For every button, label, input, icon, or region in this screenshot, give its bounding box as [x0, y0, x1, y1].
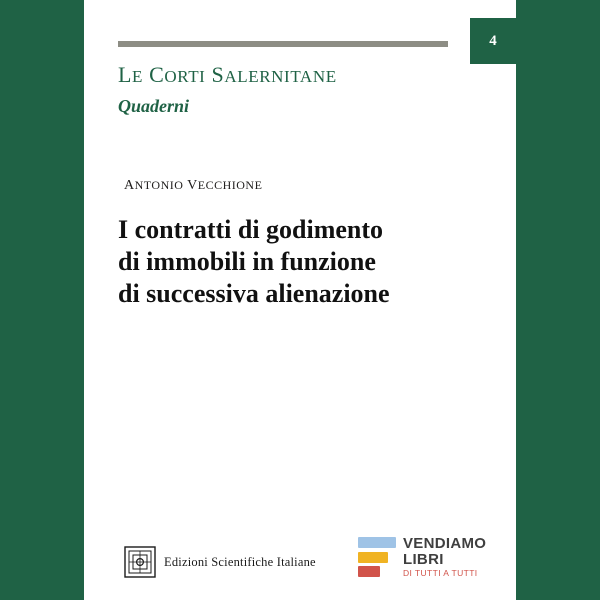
author-part-2: NTONIO	[134, 178, 184, 192]
series-title-part-4: ORTI	[164, 67, 206, 86]
author-part-3: V	[183, 178, 198, 193]
book-title-line-1: I contratti di godimento	[118, 215, 384, 244]
series-title-part-2: E	[132, 67, 144, 86]
left-green-band	[0, 0, 84, 600]
badge-line-3: DI TUTTI A TUTTI	[403, 568, 478, 579]
author-part-4: ECCHIONE	[197, 178, 263, 192]
book-title	[118, 214, 458, 310]
vendiamolibri-badge	[358, 532, 508, 582]
book-title-line-2: di immobili in funzione	[118, 247, 376, 276]
series-title-part-3: C	[143, 62, 165, 87]
author-name	[124, 178, 262, 194]
book-title-line-3: di successiva alienazione	[118, 279, 390, 308]
series-number: 4	[489, 32, 497, 49]
series-title-part-5: S	[205, 62, 225, 87]
series-number-badge	[470, 18, 516, 64]
series-subtitle: Quaderni	[118, 96, 190, 116]
top-rule-thin	[118, 45, 448, 46]
author-part-1: A	[124, 178, 135, 193]
publisher-logo	[124, 546, 316, 578]
esi-emblem-icon	[124, 546, 156, 578]
right-green-band	[516, 0, 600, 600]
badge-line-2: LIBRI	[403, 550, 444, 568]
top-rule-thick	[118, 41, 448, 47]
publisher-name: Edizioni Scientifiche Italiane	[164, 554, 316, 569]
badge-text	[403, 536, 486, 578]
series-title-part-6: ALERNITANE	[224, 67, 337, 86]
badge-line-1: VENDIAMO	[403, 534, 487, 552]
badge-bars-icon	[358, 537, 396, 577]
series-title	[118, 62, 458, 88]
series-title-part-1: L	[118, 62, 133, 87]
